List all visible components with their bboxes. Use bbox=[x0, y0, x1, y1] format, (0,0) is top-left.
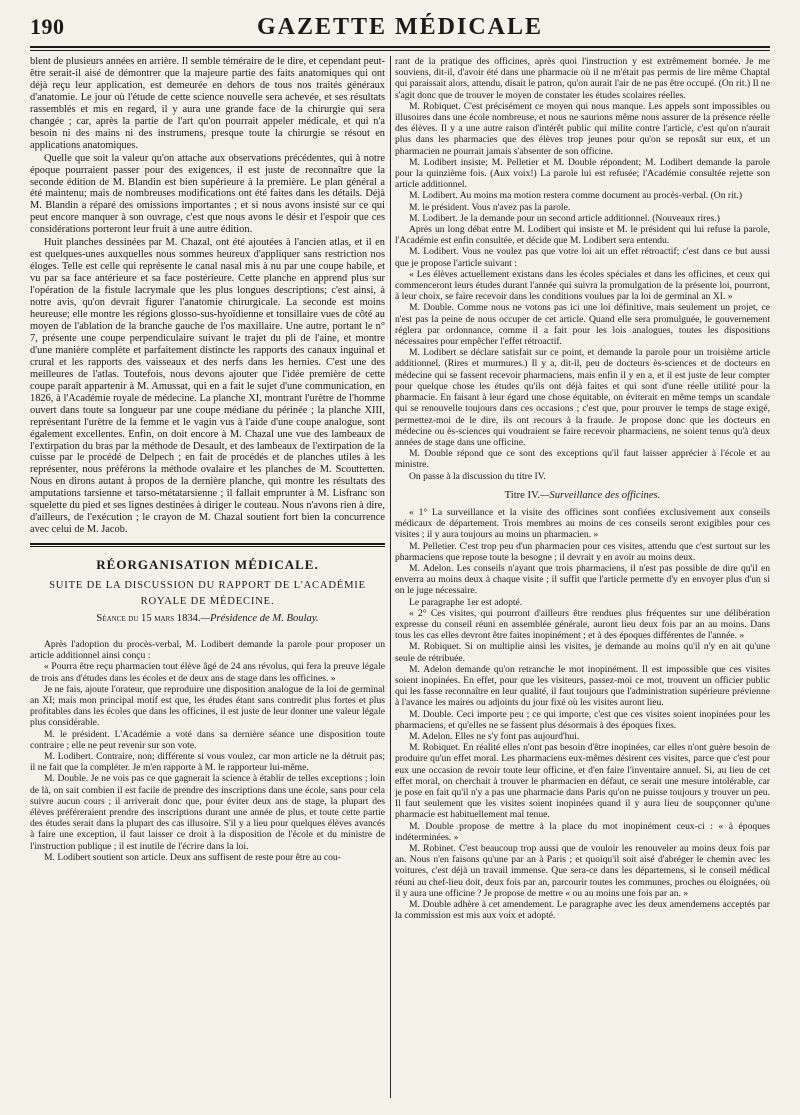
column-divider bbox=[390, 56, 391, 1098]
paragraph: Après l'adoption du procès-verbal, M. Lodibert demande la parole pour proposer un article additionnel ainsi conçu : bbox=[30, 638, 385, 662]
paragraph: M. Adelon. Elles ne s'y font pas aujourd'hui. bbox=[409, 730, 580, 742]
paragraph: M. Double. Je ne vois pas ce que gagnerait la science à établir de telles exceptions ; loin de là, on sait combien il est facile de prendre des inscriptions dans une école, sans pour cela suivre aucun cours ; il arriverait donc que, pour éviter deux ans de stage, la plupart des élèves préféreraient prendre des inscriptions durant une année de plus, et toute cette partie des études serait dans la plupart des cas illusoire. S'il y a lieu pour quelques élèves avancés à faire une exception, il faut laisser ce droit à la disposition de l'école et du ministre de l'instruction publique ; il est inutile de l'écrire dans la loi. bbox=[30, 773, 385, 852]
paragraph: blent de plusieurs années en arrière. Il semble téméraire de le dire, et cependant peut-être serait-il aisé de démontrer que la majeure partie des faits anatomiques qui ont déjà reçu leur application, est demeurée en dehors de tous nos traités généraux d'anatomie. Le jour où l'étude de cette science nouvelle sera achevée, et ses résultats rassemblés et mis en regard, il y aura une grande face de la chirurgie qui sera changée ; car, après la partie de l'art qu'on pourrait appeler médicale, et qui n'a besoin ni des mains ni des instrumens, presque toute la chirurgie se résout en applications anatomiques. bbox=[30, 56, 385, 151]
paragraph: M. Adelon. Les conseils n'ayant que trois pharmaciens, il n'est pas possible de dire qu'il en enverra au moins deux à chaque visite ; il suffit que l'article permette d'y en envoyer plus d'un si on le juge nécessaire. bbox=[395, 562, 770, 597]
paragraph: M. Double répond que ce sont des exceptions qu'il faut laisser apprécier à l'école et au ministre. bbox=[395, 448, 770, 471]
section-title: RÉORGANISATION MÉDICALE. bbox=[96, 557, 319, 573]
paragraph: « 1° La surveillance et la visite des officines sont confiées exclusivement aux conseils médicaux de département. Trois membres au moins de ces conseils seront exigibles pour ces visites ; il y aura toujours au moins un pharmacien. » bbox=[395, 506, 770, 541]
paragraph: « Les élèves actuellement existans dans les écoles spéciales et dans les officines, et ceux qui commenceront leurs études durant l'année qui suivra la promulgation de la présente loi, pourront, à leur choix, se faire recevoir dans les conditions voulues par la loi de germinal an XI. » bbox=[395, 268, 770, 303]
paragraph: M. Double. Ceci importe peu ; ce qui importe, c'est que ces visites soient inopinées pour les pharmaciens, et qu'elles ne se fassent plus désormais à des époques fixes. bbox=[395, 708, 770, 731]
masthead-title: GAZETTE MÉDICALE bbox=[256, 14, 544, 40]
paragraph: M. Double propose de mettre à la place du mot inopinément ceux-ci : « à époques indéterminées. » bbox=[395, 820, 770, 843]
paragraph: « Pourra être reçu pharmacien tout élève âgé de 24 ans révolus, qui fera la preuve légale de trois ans d'études dans les écoles et de deux ans de stage dans les officines. » bbox=[30, 661, 385, 684]
paragraph: M. Robiquet. Si on multiplie ainsi les visites, je demande au moins qu'il n'y en ait qu'une seule de rétribuée. bbox=[395, 641, 770, 664]
titre-heading bbox=[395, 490, 770, 501]
paragraph: M. Pelletier. C'est trop peu d'un pharmacien pour ces visites, attendu que c'est surtout sur les pharmaciens que repose toute la besogne ; il devrait y en avoir au moins deux. bbox=[395, 540, 770, 563]
paragraph: Après un long débat entre M. Lodibert qui insiste et M. le président qui lui refuse la parole, l'Académie est enfin consultée, et décide que M. Lodibert sera entendu. bbox=[395, 224, 770, 247]
header-rule-thin bbox=[30, 50, 770, 51]
paragraph: M. le président. L'Académie a voté dans sa dernière séance une disposition toute contraire ; elle ne peut revenir sur son vote. bbox=[30, 728, 385, 751]
paragraph: M. Lodibert. Contraire, non; différente si vous voulez, car mon article ne la détruit pas; il ne fait que la compléter. Je m'en rapporte à M. le rapporteur lui-même. bbox=[30, 750, 385, 774]
paragraph: Je ne fais, ajoute l'orateur, que reproduire une disposition analogue de la loi de germinal an XI; mais mon principal motif est que, les études étant sans contredit plus fortes et plus profitables dans les écoles que dans les officines, il est juste de leur donner une valeur légale plus considérable. bbox=[30, 683, 385, 729]
paragraph: M. Lodibert se déclare satisfait sur ce point, et demande la parole pour un troisième article additionnel. (Rires et murmures.) Il y a, dit-il, peu de docteurs ès-sciences et de docteurs en médecine qui se fassent recevoir pharmaciens, mais enfin il y en a, et il est juste de leur compter pour quelque chose les études qu'ils ont déjà faites et qui sont d'une réelle utilité pour la pharmacie. En faisant à leur égard une chose équitable, on éviterait en même temps un scandale qui se renouvelle toujours dans ces occasions ; c'est que, pour prouver le temps de stage exigé, permettez-moi de le dire, ils ont recours à la fraude. Je propose donc que les docteurs en médecine ou ès-sciences qui voudraient se faire recevoir pharmaciens, ne soient tenus qu'à deux années de stage dans une officine. bbox=[395, 347, 770, 448]
paragraph: M. Lodibert soutient son article. Deux ans suffisent de reste pour être au cou- bbox=[44, 851, 341, 863]
section-divider bbox=[30, 543, 385, 545]
paragraph: On passe à la discussion du titre IV. bbox=[409, 470, 546, 482]
paragraph: M. Robiquet. C'est précisément ce moyen qui nous manque. Les appels sont impossibles ou illusoires dans une école nombreuse, et nous ne saurions même nous assurer de la présence réelle des élèves. Il y a une autre raison d'intérêt public qui milite contre l'article, c'est qu'on n'aurait plus dans les pharmacies que des élèves trop jeunes pour qu'on se reposât sur eux, et un pharmacien ne pourrait jamais s'absenter de son officine. bbox=[395, 100, 770, 157]
left-column bbox=[30, 56, 385, 1104]
debate-text bbox=[30, 639, 385, 863]
seance-line bbox=[30, 613, 385, 625]
paragraph: M. Robiquet. En réalité elles n'ont pas besoin d'être inopinées, car elles n'ont guère besoin de produire qu'un effet moral. Les pharmaciens eux-mêmes désirent ces visites, parce que c'est pour eux une occasion de revoir toute leur officine, et d'en faire l'inventaire annuel. Si, au lieu de cet effet moral, on cherchait à trouver le pharmacien en défaut, ce serait une mesure intolérable, car je pose en fait qu'il n'y a pas une pharmacie dans Paris qu'on ne puisse toujours y trouver un peu. Il faut seulement que les visites soient inopinées quand il y aura lieu de soupçonner qu'une pharmacie est habituellement mal tenue. bbox=[395, 742, 770, 821]
paragraph: M. Adelon demande qu'on retranche le mot inopinément. Il est impossible que ces visites soient inopinées. En effet, pour que les visiteurs, passez-moi ce mot, trouvent un officier public qui les fasse reconnaître en leur qualité, il faut toujours que l'administration supérieure prévienne à l'avance les maires ou adjoints du jour fixé où les visites auront lieu. bbox=[395, 663, 770, 709]
paragraph: rant de la pratique des officines, après quoi l'instruction y est extrêmement bornée. Je me souviens, dit-il, d'avoir été dans une pharmacie où il ne m'était pas permis de lire même Chaptal qui paraissait alors, attendu, disait le patron, qu'on aurait l'air de ne pas être occupé. (On rit.) Il ne s'agit donc que de trouver le moyen de constater les études scolaires réelles. bbox=[395, 56, 770, 101]
paragraph: M. Lodibert. Au moins ma motion restera comme document au procès-verbal. (On rit.) bbox=[409, 190, 743, 202]
paragraph: M. le président. Vous n'avez pas la parole. bbox=[409, 201, 571, 213]
paragraph: M. Lodibert. Je la demande pour un second article additionnel. (Nouveaux rires.) bbox=[409, 212, 720, 224]
page-number: 190 bbox=[30, 14, 65, 39]
paragraph: M. Double adhère à cet amendement. Le paragraphe avec les deux amendemens acceptés par la commission est mis aux voix et adopté. bbox=[395, 899, 770, 922]
section-subtitle-2: ROYALE DE MÉDECINE. bbox=[140, 596, 275, 608]
paragraph: « 2° Ces visites, qui pourront d'ailleurs être rendues plus fréquentes sur une délibération expresse du conseil réuni en assemblée générale, auront lieu deux fois par an au moins. Dans tous les cas elles devront être faites inopinément ; et à des époques différentes de l'année. » bbox=[395, 607, 770, 642]
paragraph: M. Robinet. C'est beaucoup trop aussi que de vouloir les renouveler au moins deux fois par an. Nous n'en faisons qu'une par an à Paris ; et quoiqu'il soit aisé d'abréger le chemin avec les voitures, c'est déjà un travail immense. Que sera-ce dans les départemens, si le conseil médical réuni au chef-lieu doit, deux fois par an, parcourir toutes les communes, proches ou éloignées, où il y aura une officine ? Je propose de mettre « ou au moins une fois par an. » bbox=[395, 843, 770, 899]
titre-label: Titre IV. bbox=[504, 489, 540, 501]
paragraph: Huit planches dessinées par M. Chazal, ont été ajoutées à l'ancien atlas, et il en est quelques-unes auxquelles nous sommes heureux d'appliquer sans restriction nos éloges. Telle est celle qui représente le canal nasal mis à nu par une coupe habile, et vu par sa face antérieure et sa face postérieure. Cette planche en apprend plus sur l'opération de la fistule lacrymale que les plus longues descriptions; c'est ainsi, à notre avis, qu'on devrait figurer l'anatomie chirurgicale. La seconde est moins heureuse; elle montre les régions glosso-sus-hyoïdienne et tonsillaire vues de côté au moyen de l'ablation de la branche gauche de l'os maxillaire. Une autre, portant le n° 7, présente une coupe perpendiculaire suivant le trajet du pli de l'aine, et montre d'une manière complète et parfaitement distincte les rapports des canaux inguinal et crural et les rapports des vaisseaux et des nerfs dans les hernies. C'est une des meilleures de l'atlas. Toutefois, nous devons ajouter que l'idée première de cette coupe paraît appartenir à M. Amussat, qui en a fait le sujet d'une communication, en 1826, à l'Académie royale de médecine. La planche XI, montrant l'urètre de l'homme ouvert dans toute sa longueur par une coupe médiane du périnée ; la planche XIII, représentant l'urètre de la femme et le vagin vus à l'aide d'une coupe analogue, sont également excellentes. Enfin, on doit encore à M. Chazal une vue des lambeaux de l'extirpation du bras par la méthode de Desault, et des lambeaux de l'extirpation de la cuisse par le procédé de Delpech ; en fait de procédés et de planches utiles à les représenter, nous préférons la méthode ovalaire et les planches de M. Scouttetten. Nous en dirons autant à propos de la dernière planche, qui montre les résultats des amputations tarsienne et tarso-métatarsienne ; il fallait emprunter à M. Lisfranc son squelette du pied et ses lignes destinées à diriger le couteau. Nous n'avons rien à dire, d'ailleurs, de l'exécution ; le crayon de M. Chazal soutient fort bien la concurrence avec celui de M. Jacob. bbox=[30, 237, 385, 536]
seance-presidence: —Présidence de M. Boulay. bbox=[200, 612, 319, 624]
seance-date: Séance du 15 mars 1834. bbox=[96, 612, 201, 624]
section-subtitle: SUITE DE LA DISCUSSION DU RAPPORT DE L'ACADÉMIE bbox=[49, 580, 366, 592]
section-divider-thin bbox=[30, 546, 385, 547]
titre-name: —Surveillance des officines. bbox=[540, 489, 661, 501]
paragraph: M. Lodibert. Vous ne voulez pas que votre loi ait un effet rétroactif; c'est dans ce but aussi que je propose l'article suivant : bbox=[395, 246, 770, 269]
paragraph: M. Double. Comme nous ne votons pas ici une loi définitive, mais seulement un projet, ce n'est pas la peine de nous occuper de cet article. Quand elle sera promulguée, le gouvernement réglera par ordonnance, comme il a fait pour les lois analogues, toutes les dispositions nécessaires pour empêcher l'effet rétroactif. bbox=[395, 302, 770, 348]
header-rule bbox=[30, 46, 770, 48]
paragraph: Le paragraphe 1er est adopté. bbox=[409, 596, 523, 608]
right-column bbox=[395, 56, 770, 1104]
paragraph: Quelle que soit la valeur qu'on attache aux observations précédentes, qui à notre époque pourraient passer pour des exigences, il est juste de reconnaître que la seconde édition de M. Blandin est bien supérieure à la première. Le plan général a été maintenu; mais de nombreuses modifications ont été faites dans les détails. Déjà M. Blandin a réparé des omissions importantes ; et si nous avons insisté sur ce qui peut encore manquer à son ouvrage, c'est que nous avons le désir et l'espoir que ces considérations porteront leur fruit à une autre édition. bbox=[30, 152, 385, 236]
paragraph: M. Lodibert insiste; M. Pelletier et M. Double répondent; M. Lodibert demande la parole pour la quinzième fois. (Aux voix!) La parole lui est refusée; l'Académie consultée rejette son article additionnel. bbox=[395, 156, 770, 191]
